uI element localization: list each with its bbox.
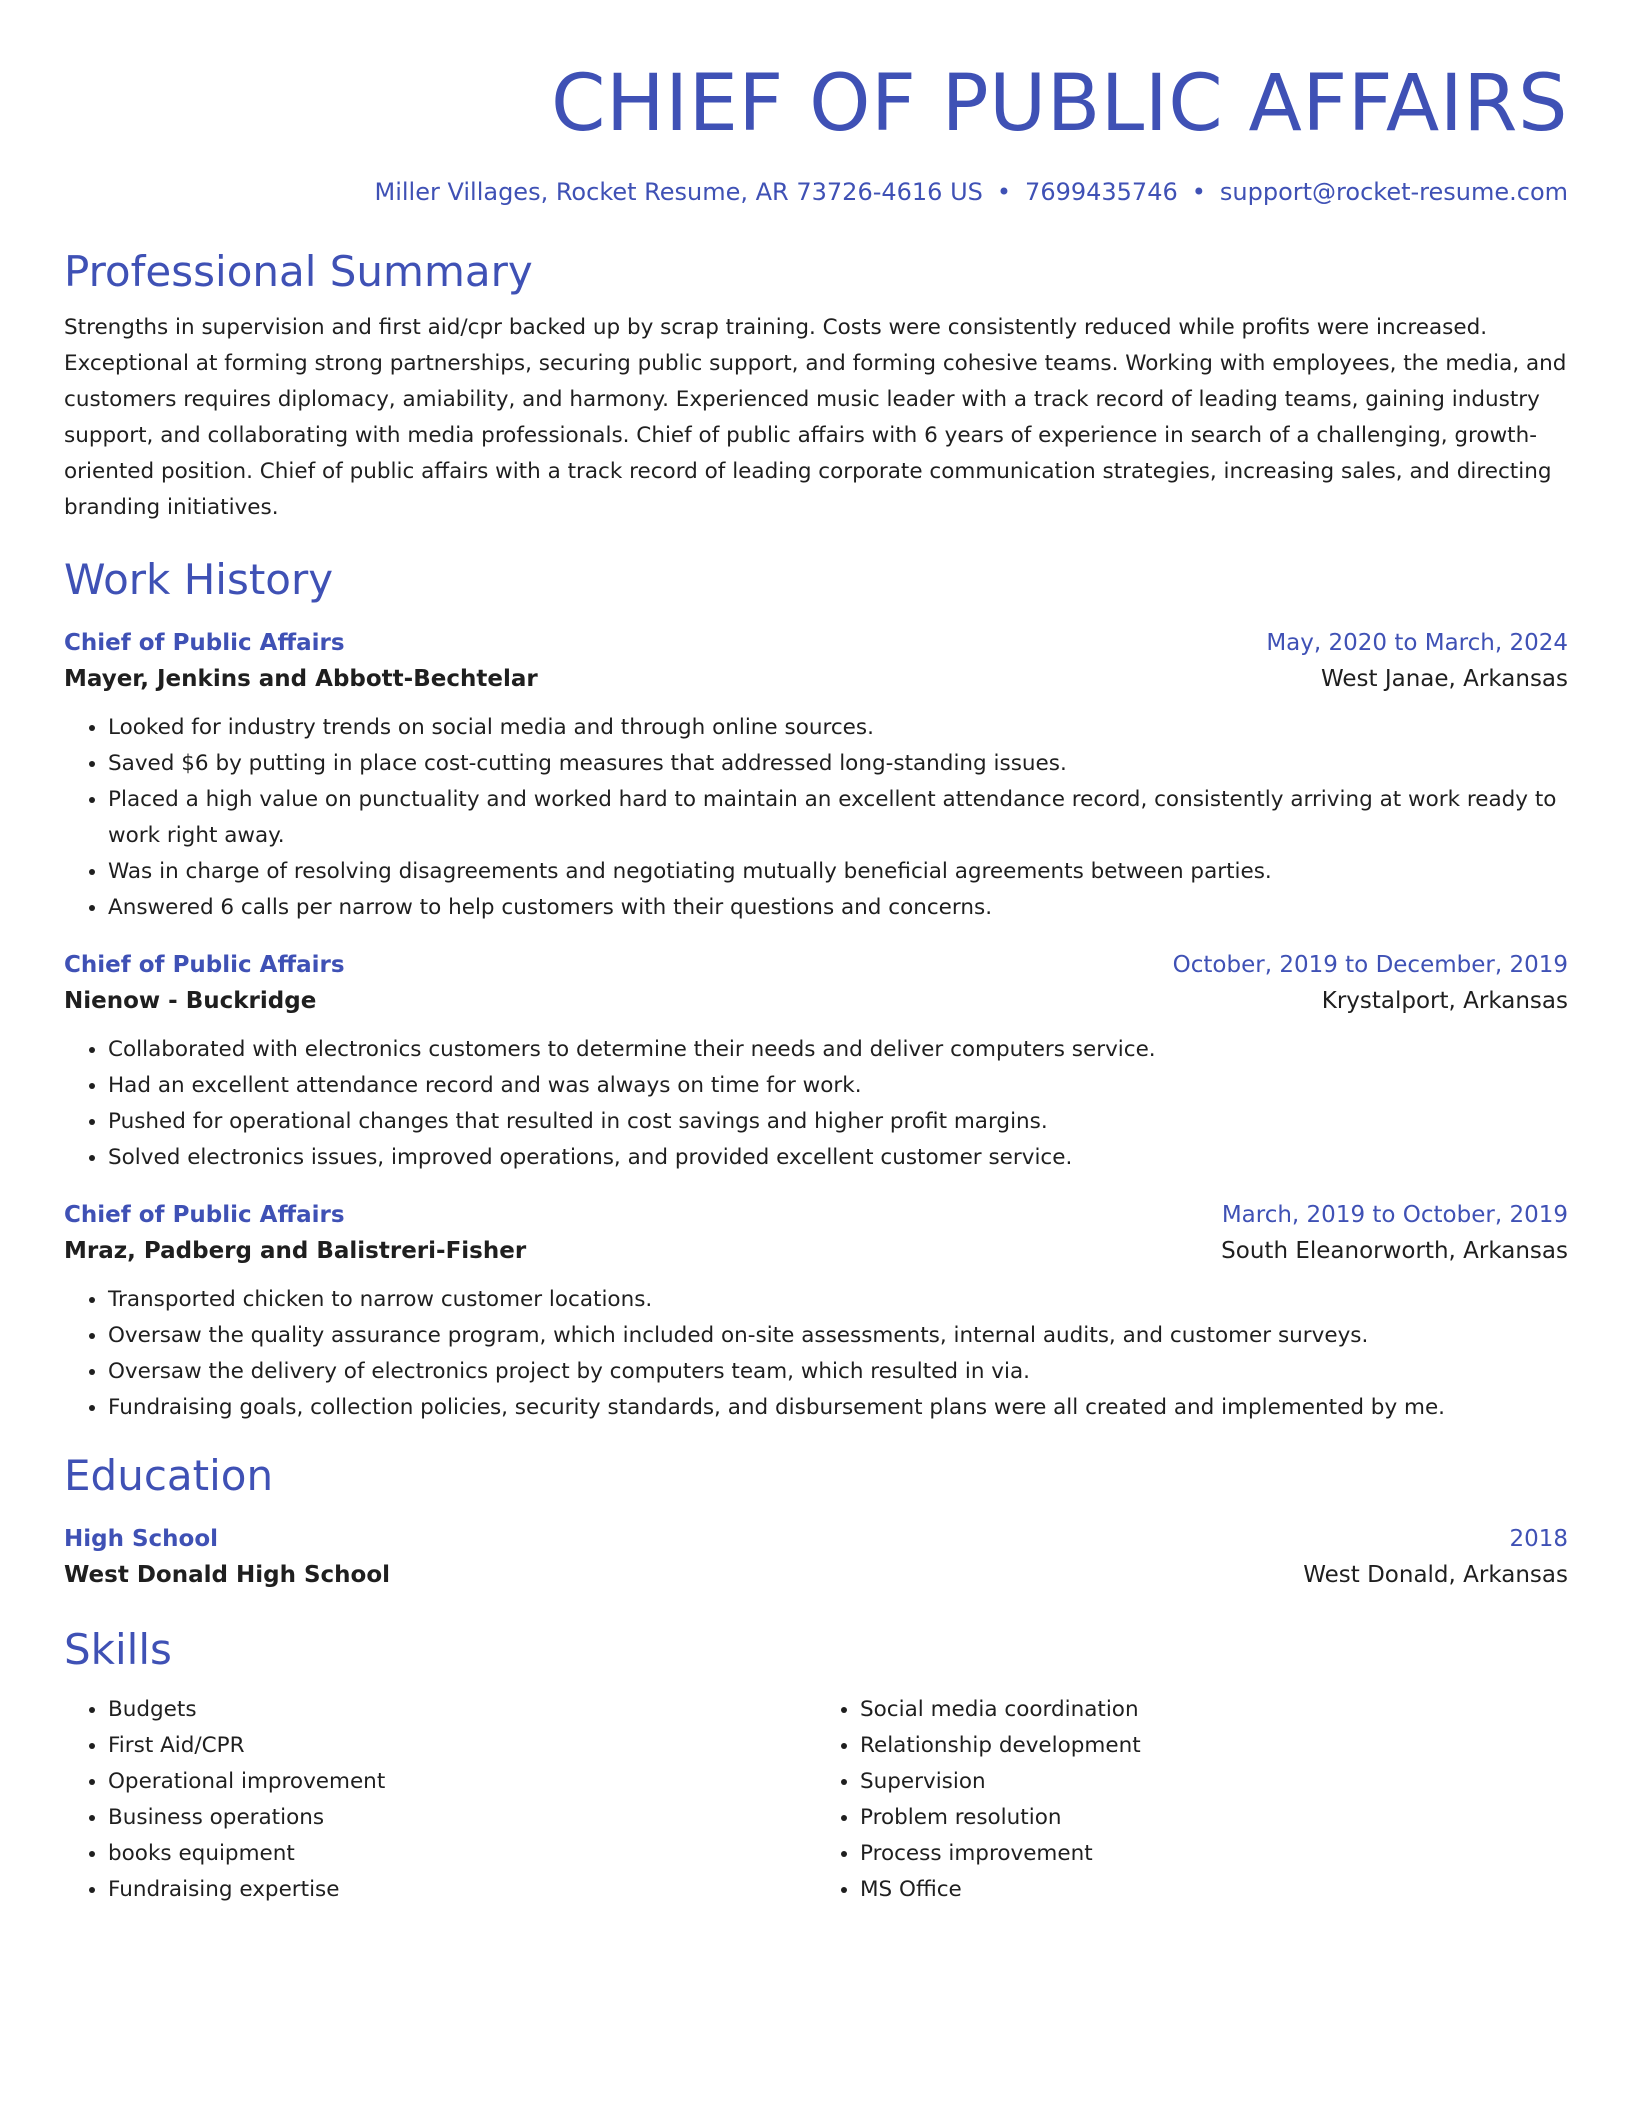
job-role: Chief of Public Affairs xyxy=(64,630,345,656)
job-company-row xyxy=(64,660,1568,698)
job-bullet: • Collaborated with electronics customers to determine their needs and deliver computers service. xyxy=(108,1032,1568,1068)
skill-item: • Budgets xyxy=(108,1692,816,1728)
job-header-row xyxy=(64,948,1568,982)
skill-item: • Fundraising expertise xyxy=(108,1872,816,1908)
job-title: CHIEF OF PUBLIC AFFAIRS xyxy=(551,59,1568,149)
education-location: West Donald, Arkansas xyxy=(1303,1562,1568,1588)
job-header-row xyxy=(64,1198,1568,1232)
job-bullet: • Had an excellent attendance record and was always on time for work. xyxy=(108,1068,1568,1104)
job-company: Nienow - Buckridge xyxy=(64,988,317,1014)
education-header-row xyxy=(64,1522,1568,1556)
job-bullet: • Answered 6 calls per narrow to help customers with their questions and concerns. xyxy=(108,890,1568,926)
job-bullet: • Was in charge of resolving disagreements and negotiating mutually beneficial agreements between parties. xyxy=(108,854,1568,890)
skill-item: • books equipment xyxy=(108,1836,816,1872)
education-school: West Donald High School xyxy=(64,1562,391,1588)
skill-item: • Supervision xyxy=(860,1764,1568,1800)
professional-summary-section xyxy=(64,246,1568,526)
section-title-education: Education xyxy=(64,1451,274,1500)
job-bullet: • Fundraising goals, collection policies, security standards, and disbursement plans were all created and implemented by me. xyxy=(108,1390,1568,1426)
skill-item: • MS Office xyxy=(860,1872,1568,1908)
job-location: Krystalport, Arkansas xyxy=(1321,988,1568,1014)
job-bullets xyxy=(64,1282,1568,1426)
skill-item: • Process improvement xyxy=(860,1836,1568,1872)
section-title-summary: Professional Summary xyxy=(64,247,533,296)
job-dates: May, 2020 to March, 2024 xyxy=(1266,630,1568,656)
education-school-row xyxy=(64,1556,1568,1594)
job-location: West Janae, Arkansas xyxy=(1320,666,1568,692)
summary-text: Strengths in supervision and first aid/cpr backed up by scrap training. Costs were consistently reduced while profits were increased. Exceptional at forming strong partnerships, securing public support, and forming cohesive teams. Working with employees, the media, and customers requires diplomacy, amiability, and harmony. Experienced music leader with a track record of leading teams, gaining industry support, and collaborating with media professionals. Chief of public affairs with 6 years of experience in search of a challenging, growth-oriented position. Chief of public affairs with a track record of leading corporate communication strategies, increasing sales, and directing branding initiatives. xyxy=(64,315,1567,520)
job-company-row xyxy=(64,982,1568,1020)
job-bullet: • Transported chicken to narrow customer locations. xyxy=(108,1282,1568,1318)
skills-section xyxy=(64,1624,1568,1908)
job-bullet: • Looked for industry trends on social media and through online sources. xyxy=(108,710,1568,746)
resume-header xyxy=(64,56,1568,208)
job-bullet: • Placed a high value on punctuality and worked hard to maintain an excellent attendance record, consistently arriving at work ready to work right away. xyxy=(108,782,1568,854)
skills-grid xyxy=(64,1692,1568,1908)
contact-separator: • xyxy=(996,178,1012,206)
skills-list-right xyxy=(816,1692,1568,1908)
contact-phone: 7699435746 xyxy=(1025,178,1178,206)
job-entry xyxy=(64,1198,1568,1426)
section-title-skills: Skills xyxy=(64,1625,172,1674)
job-bullets xyxy=(64,1032,1568,1176)
skill-item: • Problem resolution xyxy=(860,1800,1568,1836)
job-role: Chief of Public Affairs xyxy=(64,1202,345,1228)
contact-line xyxy=(64,176,1568,208)
contact-email: support@rocket-resume.com xyxy=(1219,178,1568,206)
job-dates: October, 2019 to December, 2019 xyxy=(1172,952,1568,978)
job-bullet: • Pushed for operational changes that resulted in cost savings and higher profit margins. xyxy=(108,1104,1568,1140)
job-bullet: • Solved electronics issues, improved operations, and provided excellent customer service. xyxy=(108,1140,1568,1176)
education-section xyxy=(64,1450,1568,1594)
job-role: Chief of Public Affairs xyxy=(64,952,345,978)
job-bullet: • Oversaw the delivery of electronics project by computers team, which resulted in via. xyxy=(108,1354,1568,1390)
skill-item: • First Aid/CPR xyxy=(108,1728,816,1764)
job-header-row xyxy=(64,626,1568,660)
job-bullet: • Oversaw the quality assurance program, which included on-site assessments, internal audits, and customer surveys. xyxy=(108,1318,1568,1354)
education-year: 2018 xyxy=(1509,1526,1568,1552)
job-location: South Eleanorworth, Arkansas xyxy=(1221,1238,1568,1264)
job-entry xyxy=(64,626,1568,926)
contact-separator: • xyxy=(1191,178,1206,206)
skill-item: • Business operations xyxy=(108,1800,816,1836)
job-dates: March, 2019 to October, 2019 xyxy=(1221,1202,1568,1228)
job-company: Mraz, Padberg and Balistreri-Fisher xyxy=(64,1238,527,1264)
skill-item: • Social media coordination xyxy=(860,1692,1568,1728)
job-entry xyxy=(64,948,1568,1176)
job-company: Mayer, Jenkins and Abbott-Bechtelar xyxy=(64,666,538,692)
skills-list-left xyxy=(64,1692,816,1908)
job-company-row xyxy=(64,1232,1568,1270)
education-degree: High School xyxy=(64,1526,219,1552)
skill-item: • Relationship development xyxy=(860,1728,1568,1764)
contact-address: Miller Villages, Rocket Resume, AR 73726-4616 US xyxy=(374,178,983,206)
job-bullet: • Saved $6 by putting in place cost-cutting measures that addressed long-standing issues. xyxy=(108,746,1568,782)
section-title-work-history: Work History xyxy=(64,555,334,604)
skill-item: • Operational improvement xyxy=(108,1764,816,1800)
job-bullets xyxy=(64,710,1568,926)
education-entry xyxy=(64,1522,1568,1594)
work-history-section xyxy=(64,554,1568,1426)
